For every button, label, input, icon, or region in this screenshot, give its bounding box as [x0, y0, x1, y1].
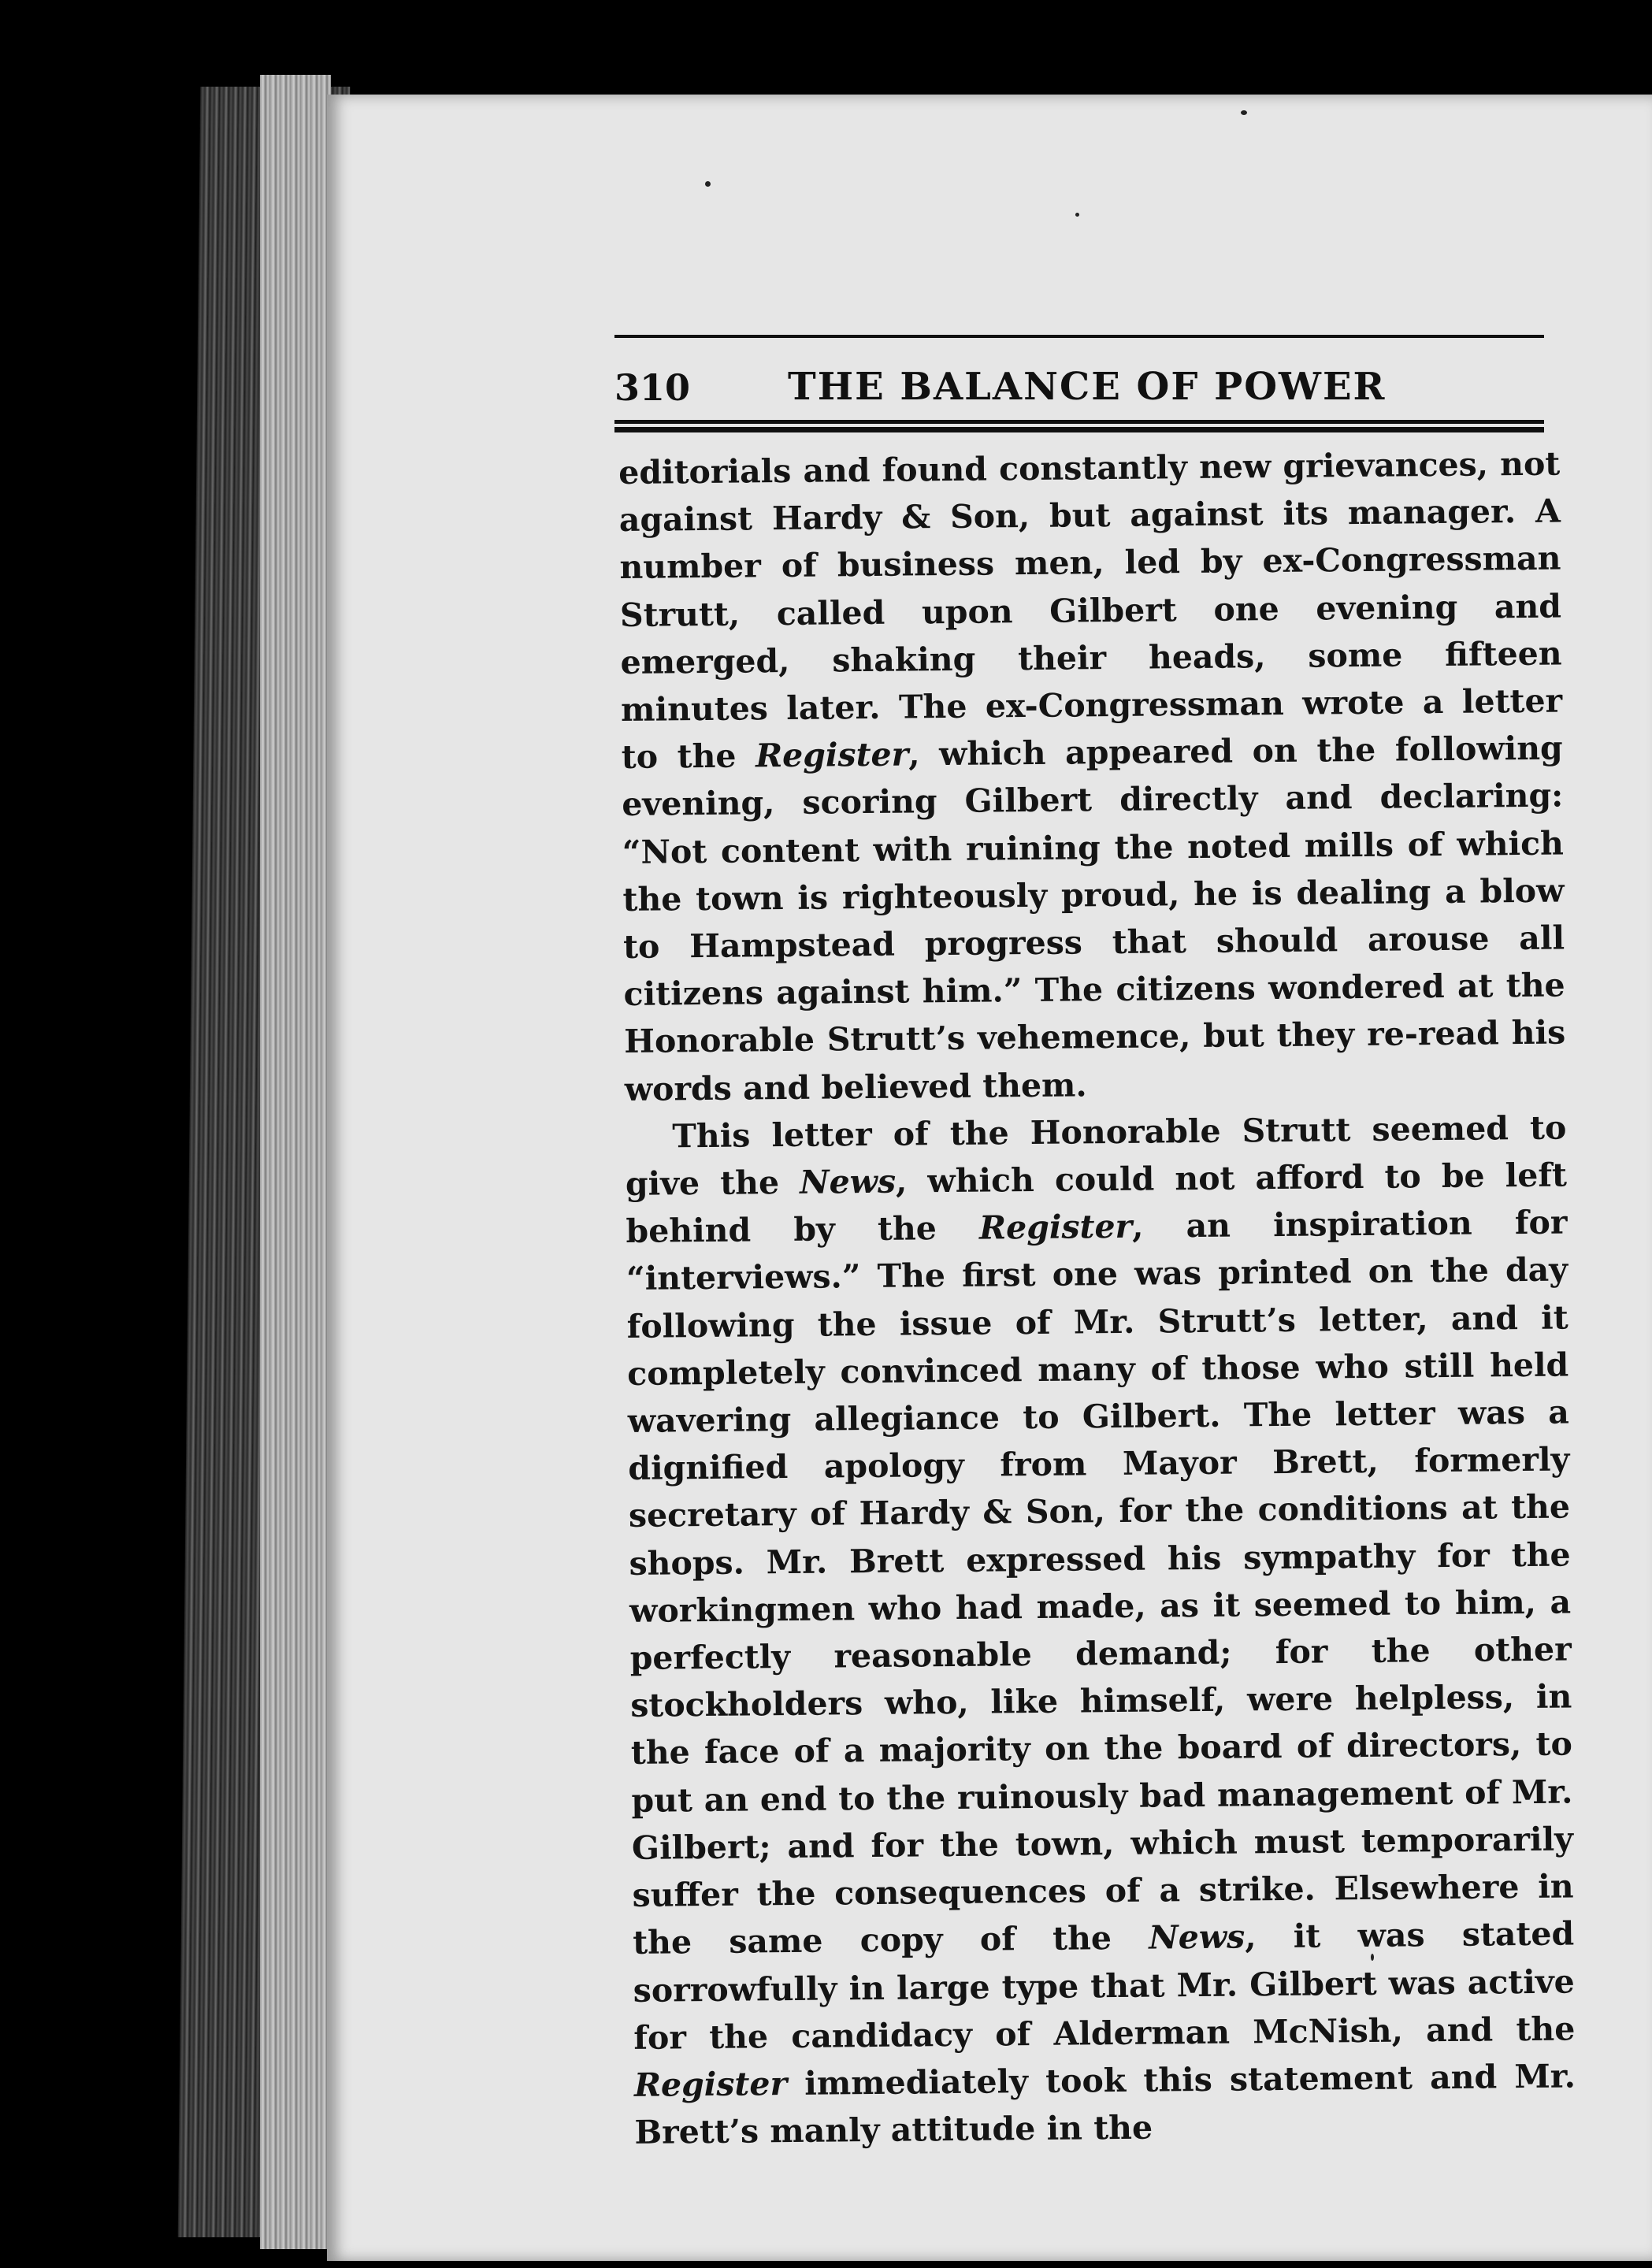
text-run: , it was stated sorrowfully in large type that Mr. Gilbert was active for the candidacy of Alderman McNish, and the: [633, 1914, 1576, 2057]
newspaper-name: Register: [755, 735, 909, 775]
text-run: , an inspiration for “interviews.” The first one was printed on the day following the issue of Mr. Strutt’s letter, and it completely convinced many of those who still held wavering allegiance to Gilbert. The letter was a dignified apology from Mayor Brett, formerly secretary of Hardy & Son, for the conditions at the shops. Mr. Brett expressed his sympathy for the workingmen who had made, as it seemed to him, a perfectly reasonable demand; for the other stockholders who, like himself, were helpless, in the face of a majority on the board of directors, to put an end to the ruinously bad management of Mr. Gilbert; and for the town, which must temporarily suffer the consequences of a strike. Elsewhere in the same copy of the: [626, 1203, 1574, 1962]
book-title: THE BALANCE OF POWER: [788, 365, 1387, 409]
ink-speck: [1241, 110, 1247, 115]
header-rule-double: [614, 420, 1544, 432]
text-run: editorials and found constantly new grievances, not against Hardy & Son, but against its manager. A number of business men, led by ex-Congressman Strutt, called upon Gilbert one evening and emerged, shaking their heads, some fifteen minutes later. The ex-Congressman wrote a letter to the: [618, 444, 1563, 777]
text-run: , which could not afford to be left behind by the: [626, 1156, 1568, 1251]
ink-speck: [1075, 213, 1079, 217]
newspaper-name: Register: [633, 2064, 788, 2104]
body-text: [618, 440, 1576, 2157]
newspaper-name: News: [1149, 1917, 1245, 1957]
page-number: 310: [614, 366, 691, 409]
header-rule-top: [614, 335, 1544, 338]
text-run: This letter of the Honorable Strutt seemed to give the: [625, 1108, 1567, 1204]
page-edges-light: [260, 75, 331, 2249]
newspaper-name: Register: [978, 1208, 1133, 1247]
paragraph: [618, 440, 1566, 1113]
ink-speck: [705, 181, 711, 187]
paragraph: [625, 1104, 1576, 2156]
text-run: , which appeared on the following evening, scoring Gilbert directly and declaring: “Not content with ruining the noted mills of which the town is righteously proud, he is dealing a blow to Hampstead progress that should arouse all citizens against him.” The citizens wondered at the Honorable Strutt’s vehemence, but they re-read his words and believed them.: [622, 729, 1566, 1108]
newspaper-name: News: [799, 1162, 897, 1201]
text-run: immediately took this statement and Mr. Brett’s manly attitude in the: [634, 2057, 1576, 2152]
running-head: [614, 335, 1544, 453]
